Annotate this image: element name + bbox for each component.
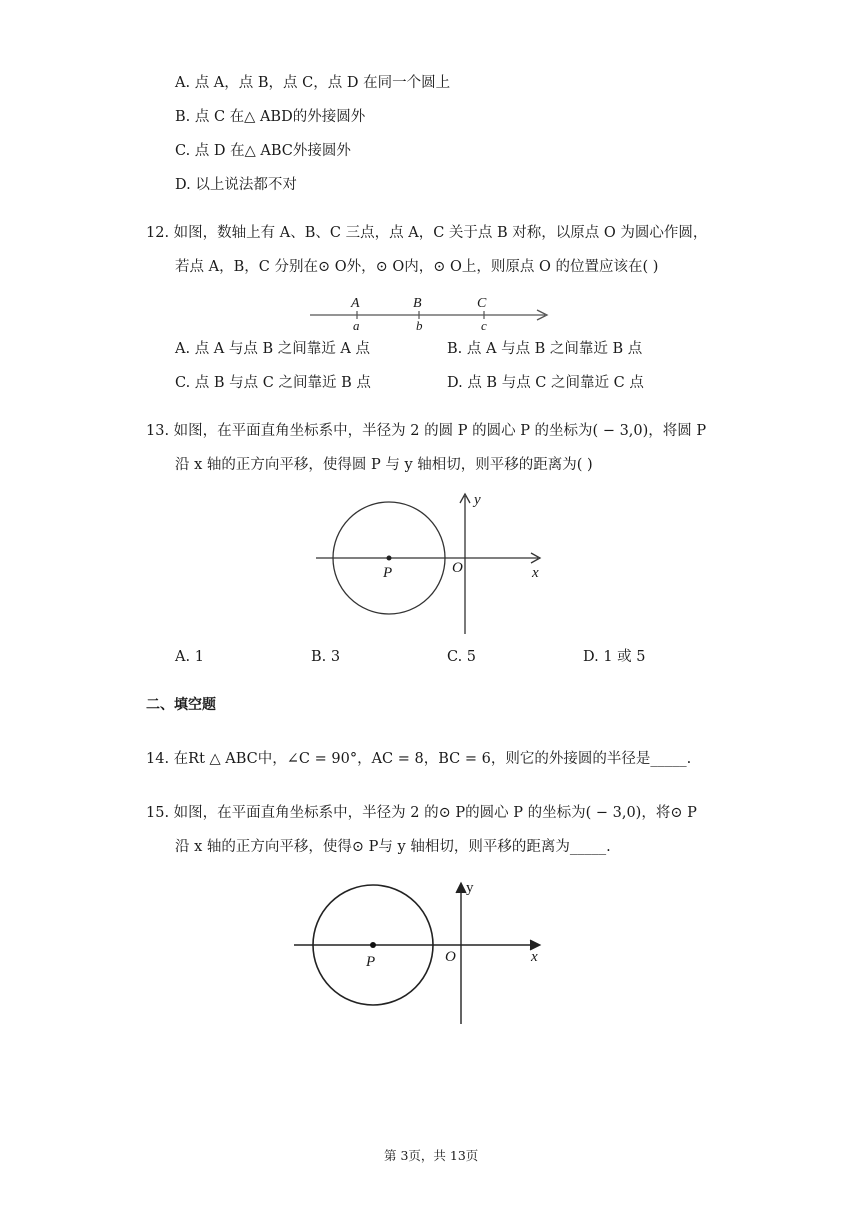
point-label-c-lower: c: [481, 318, 487, 333]
q12-option-d: D. 点 B 与点 C 之间靠近 C 点: [447, 375, 644, 391]
label-origin-o: O: [445, 949, 456, 965]
q12-stem-line2: 若点 A，B，C 分别在⊙ O外，⊙ O内，⊙ O上，则原点 O 的位置应该在( ): [175, 259, 659, 275]
label-y: y: [474, 492, 481, 508]
section-title-fill-in: 二、填空题: [146, 697, 216, 713]
point-label-b-upper: B: [413, 296, 422, 311]
q13-stem-line1: 13. 如图，在平面直角坐标系中，半径为 2 的圆 P 的圆心 P 的坐标为( − 3,0)，将圆 P: [146, 423, 707, 439]
label-x: x: [532, 565, 539, 581]
q12-option-a: A. 点 A 与点 B 之间靠近 A 点: [175, 341, 370, 357]
point-label-a-lower: a: [353, 318, 360, 333]
point-label-b-lower: b: [416, 318, 423, 333]
label-p: P: [383, 565, 393, 581]
q11-option-a: A. 点 A，点 B，点 C，点 D 在同一个圆上: [175, 75, 451, 91]
page-footer: 第 3页，共 13页: [384, 1148, 479, 1163]
center-point-p: [387, 556, 392, 561]
point-label-c-upper: C: [477, 296, 487, 311]
q15-coordinate-figure: [290, 876, 555, 1028]
point-label-a-upper: A: [351, 296, 360, 311]
q14-stem: 14. 在Rt △ ABC中，∠C = 90°，AC = 8，BC = 6，则它的外接圆的半径是_____.: [146, 751, 692, 767]
q15-stem-line2: 沿 x 轴的正方向平移，使得⊙ P与 y 轴相切，则平移的距离为_____.: [175, 839, 611, 855]
q13-option-a: A. 1: [175, 649, 204, 665]
q12-number-line-figure: [300, 290, 560, 335]
q15-stem-line1: 15. 如图，在平面直角坐标系中，半径为 2 的⊙ P的圆心 P 的坐标为( − 3,0)，将⊙ P: [146, 805, 697, 821]
q11-option-d: D. 以上说法都不对: [175, 177, 297, 193]
y-axis-arrow-icon: [456, 883, 466, 893]
label-p: P: [366, 954, 376, 970]
q11-option-b: B. 点 C 在△ ABD的外接圆外: [175, 109, 366, 125]
center-point-p: [370, 942, 376, 948]
q12-option-b: B. 点 A 与点 B 之间靠近 B 点: [447, 341, 643, 357]
label-y: y: [466, 880, 474, 896]
q13-option-d: D. 1 或 5: [583, 649, 646, 665]
label-x: x: [531, 949, 538, 965]
q13-stem-line2: 沿 x 轴的正方向平移，使得圆 P 与 y 轴相切，则平移的距离为( ): [175, 457, 593, 473]
q12-option-c: C. 点 B 与点 C 之间靠近 B 点: [175, 375, 371, 391]
q13-option-b: B. 3: [311, 649, 341, 665]
q13-coordinate-figure: [310, 488, 560, 638]
label-origin-o: O: [452, 560, 463, 576]
q11-option-c: C. 点 D 在△ ABC外接圆外: [175, 143, 351, 159]
q13-option-c: C. 5: [447, 649, 477, 665]
q12-stem-line1: 12. 如图，数轴上有 A、B、C 三点，点 A，C 关于点 B 对称，以原点 O 为圆心作圆，: [146, 225, 708, 241]
